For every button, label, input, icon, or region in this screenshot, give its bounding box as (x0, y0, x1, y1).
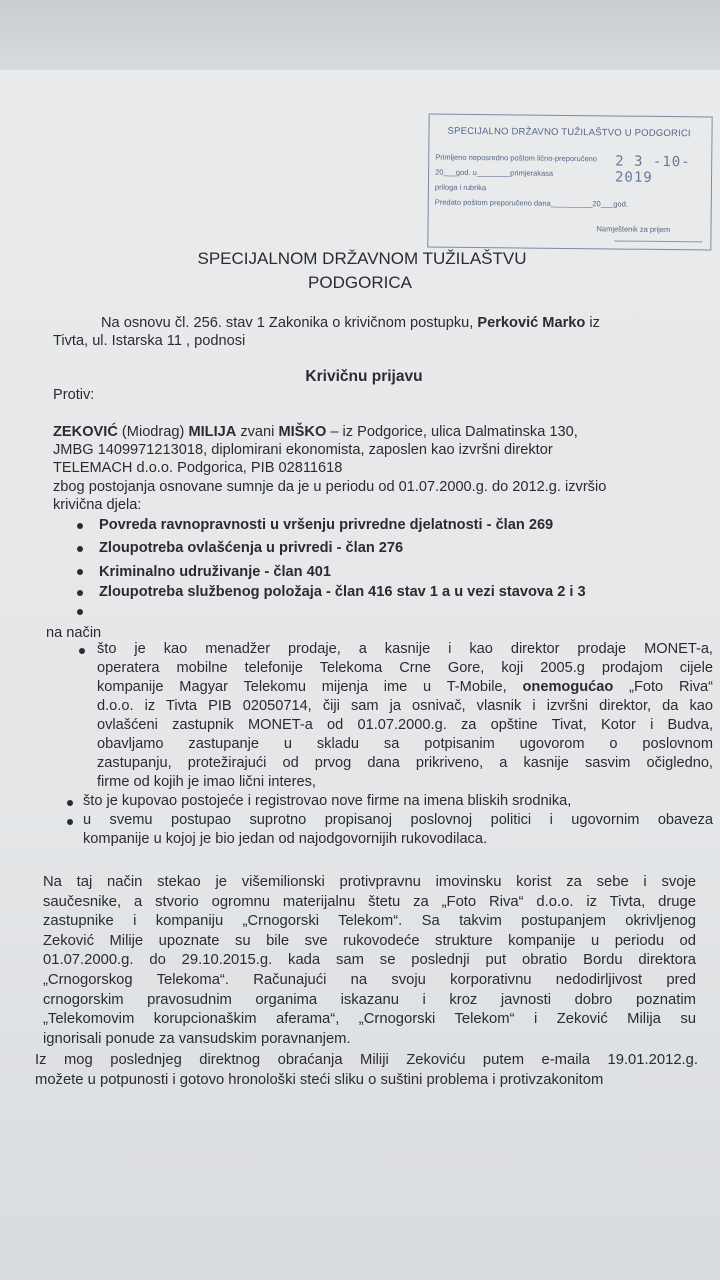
line-text: „Telekomovim korupcionaškim aferama“, „Crnogorski Telekom“ i Zeković Milija su (43, 1011, 696, 1028)
text-line (97, 735, 713, 754)
text-line (97, 697, 713, 716)
line-text: „Foto Riva“ (613, 679, 713, 695)
text-line (35, 1051, 698, 1071)
bullet-dot (77, 609, 83, 615)
text-line (97, 678, 713, 697)
paragraph-1 (43, 873, 696, 1049)
bullet-dot (77, 523, 83, 529)
line-text: Na taj način stekao je višemilionski protivpravnu imovinsku korist za sebe i svoje (43, 874, 696, 890)
protiv-label: Protiv: (53, 387, 95, 403)
bullet-dot (67, 800, 73, 806)
intro-line-1 (101, 314, 600, 332)
accused-line-2: JMBG 1409971213018, diplomirani ekonomista, zaposlen kao izvršni direktor (53, 442, 553, 458)
emphasis-text: onemogućao (522, 679, 614, 695)
accused-line-3: TELEMACH d.o.o. Podgorica, PIB 02811618 (53, 460, 343, 476)
stamp-line: 20___god. u________primjerakasa (435, 167, 554, 178)
line-text: ovlašćeni zastupnik MONET-a od 01.07.2000.g. za opštine Tivat, Kotor i Budva, (97, 717, 713, 733)
intro-text: Na osnovu čl. 256. stav 1 Zakonika o krivičnom postupku, (101, 315, 478, 331)
text-line (43, 951, 696, 971)
accused-text: (Miodrag) (117, 424, 189, 440)
line-text: 01.07.2000.g. do 29.10.2015.g. kada sam se poslednji put obratio Bordu direktora (43, 952, 696, 969)
text-line (43, 873, 696, 893)
bullet-dot (77, 590, 83, 596)
text-line (43, 893, 696, 913)
intro-line-2: Tivta, ul. Istarska 11 , podnosi (53, 333, 246, 349)
recipient-line-1: SPECIJALNOM DRŽAVNOM TUŽILAŠTVU (197, 249, 527, 268)
complainant-name: Perković Marko (477, 315, 586, 331)
text-line (43, 1030, 696, 1050)
accused-line-4: zbog postojanja osnovane sumnje da je u periodu od 01.07.2000.g. do 2012.g. izvršio (53, 479, 607, 495)
accused-text: – iz Podgorice, ulica Dalmatinska 130, (326, 424, 578, 440)
line-text: zastupnike i kompaniju „Crnogorski Telekom“. Sa takvim postupanjem okrivljenog (43, 913, 696, 930)
crime-item: Kriminalno udruživanje - član 401 (99, 564, 331, 580)
stamp-line: Primljeno neposredno poštom lično-preporučeno (435, 152, 598, 164)
line-text: možete u potpunosti i gotovo hronološki steći sliku o suštini problema i protivzakonitom (35, 1071, 604, 1088)
accused-nickname: MIŠKO (278, 424, 327, 440)
line-text: Zeković Milije upoznate su bile sve rukovodeće strukture kompanije u periodu od (43, 932, 696, 949)
line-text: zastupanju, protežirajući od prvog dana prikriveno, a kasnije sasvim očigledno, (97, 755, 713, 771)
crime-item: Povreda ravnopravnosti u vršenju privredne djelatnosti - član 269 (99, 517, 554, 533)
stamp-date: 2 3 -10- 2019 (614, 153, 691, 186)
reception-stamp (427, 114, 712, 251)
text-line (97, 773, 713, 792)
intro-text: iz (585, 315, 600, 331)
accused-line-1 (53, 423, 578, 441)
line-text: kompanije Magyar Telekomu mijenja ime u T-Mobile, (97, 679, 523, 695)
na-nacin-label: na način (46, 625, 102, 641)
text-line (43, 1010, 696, 1030)
accused-firstname: MILIJA (188, 424, 237, 440)
bullet-dot (77, 546, 83, 552)
crime-item: Zloupotreba službenog položaja - član 416 stav 1 a u vezi stavova 2 i 3 (99, 584, 586, 600)
line-text: obavljamo zastupanje u skladu sa potpisanim ugovorom o poslovnom (97, 736, 713, 752)
accused-surname: ZEKOVIĆ (53, 424, 118, 440)
crime-item: Zloupotreba ovlašćenja u privredi - član 276 (99, 540, 404, 556)
text-line (83, 811, 713, 830)
text-line (97, 659, 713, 678)
manner-item-2: što je kupovao postojeće i registrovao nove firme na imena bliskih srodnika, (83, 793, 572, 809)
text-line (43, 971, 696, 991)
line-text: Iz mog poslednjeg direktnog obraćanja Miliji Zekoviću putem e-maila 19.01.2012.g. (35, 1052, 698, 1068)
line-text: d.o.o. iz Tivta PIB 02050714, čiji sam ja osnivač, vlasnik i izvršni direktor, da kao (97, 698, 713, 714)
stamp-line: Namještenik za prijem (596, 224, 671, 235)
line-text: ignorisali ponude za vansudskim poravnanjem. (43, 1030, 351, 1047)
text-line (43, 912, 696, 932)
text-line (43, 991, 696, 1011)
stamp-title: SPECIJALNO DRŽAVNO TUŽILAŠTVO U PODGORICI (447, 125, 691, 140)
text-line (97, 716, 713, 735)
bullet-dot (67, 819, 73, 825)
text-line (97, 640, 713, 659)
line-text: firme od kojih je imao lični interes, (97, 774, 316, 790)
accused-text: zvani (236, 424, 279, 440)
recipient-line-2: PODGORICA (308, 273, 412, 292)
line-text: crnogorskim pravosudnim organima iskazanu i kroz javnosti dobro poznatim (43, 991, 696, 1008)
accused-line-5: krivična djela: (53, 497, 142, 513)
bullet-dot (77, 569, 83, 575)
stamp-signature-line (614, 240, 702, 242)
stamp-line: Predato poštom preporučeno dana__________20___god. (434, 197, 628, 209)
text-line (43, 932, 696, 952)
line-text: u svemu postupao suprotno propisanoj poslovnoj politici i ugovornim obavezа (83, 812, 713, 828)
line-text: kompanije u kojoj je bio jedan od najodgovornijih rukovodilaca. (83, 831, 488, 847)
document-title: Krivičnu prijavu (305, 368, 423, 385)
manner-item-3 (83, 811, 713, 849)
bullet-dot (79, 648, 85, 654)
manner-item-1 (97, 640, 713, 792)
text-line (97, 754, 713, 773)
line-text: saučesnike, a stvorio ogromnu materijalnu štetu za „Foto Riva“ d.o.o. iz Tivta, druge (43, 893, 696, 910)
text-line (35, 1071, 698, 1091)
line-text: operatera mobilne telefonije Telekoma Crne Gore, koji 2005.g prodajom cijele (97, 660, 713, 676)
paragraph-2 (35, 1051, 698, 1090)
line-text: što je kao menadžer prodaje, a kasnije i kao direktor prodaje MONET-a, (97, 641, 713, 657)
line-text: „Crnogorskog Telekoma“. Računajući na svoju korporativnu nedodirljivost pred (43, 971, 696, 988)
text-line (83, 830, 713, 849)
stamp-line: priloga i rubrika (434, 182, 487, 193)
